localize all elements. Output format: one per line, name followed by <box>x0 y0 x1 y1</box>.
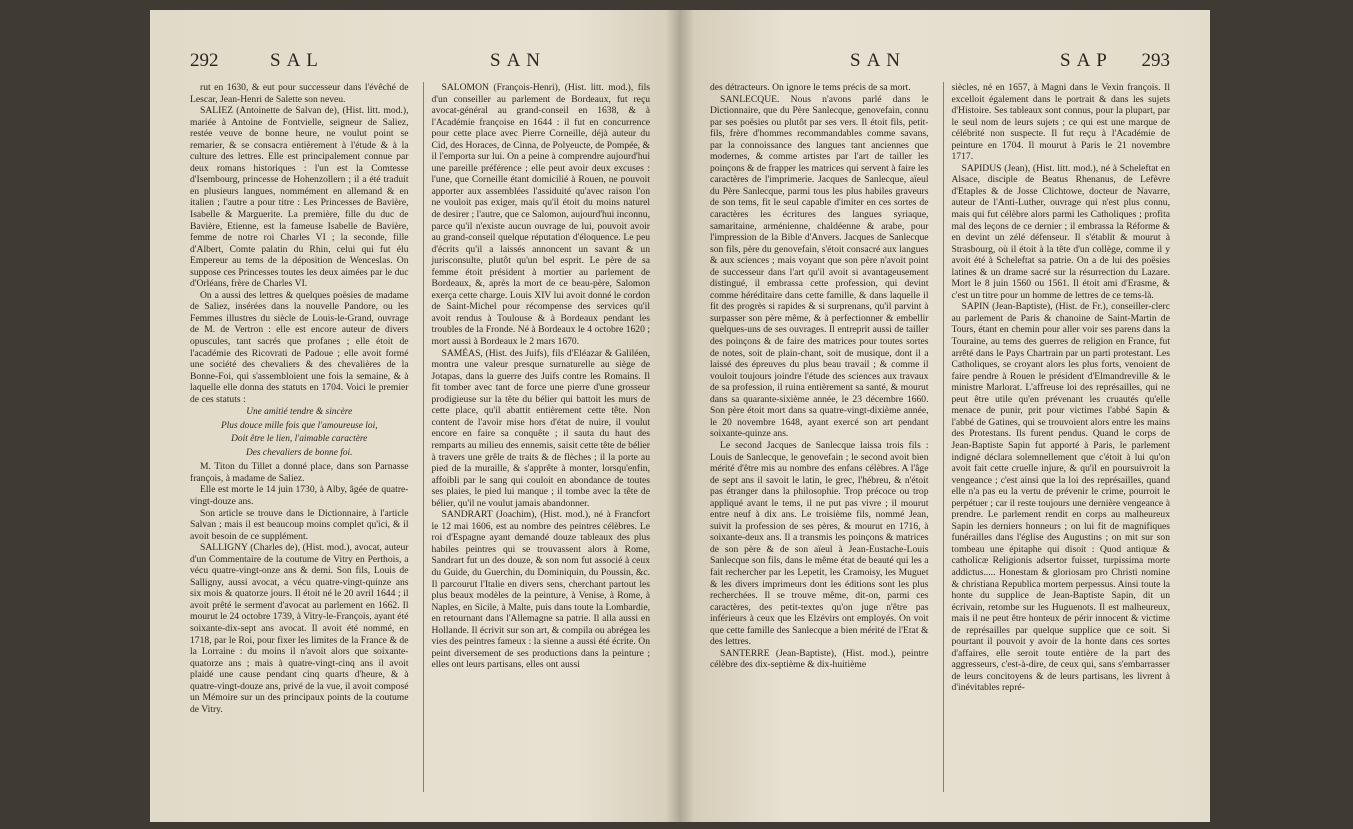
article-paragraph: M. Titon du Tillet a donné place, dans son Parnasse françois, à madame de Saliez. <box>190 461 409 484</box>
article-paragraph: Elle est morte le 14 juin 1730, à Alby, âgée de quatre-vingt-douze ans. <box>190 484 409 507</box>
running-head: SAL <box>270 50 324 71</box>
article-paragraph: rut en 1630, & eut pour successeur dans l'évêché de Lescar, Jean-Henri de Salette son neveu. <box>190 82 409 105</box>
verse-line: Doit être le lien, l'aimable caractère <box>231 434 368 445</box>
article-paragraph: SAPIDUS (Jean), (Hist. litt. mod.), né à Scheleftat en Alsace, disciple de Beatus Rhenanus, de Lefèvre d'Etaples & de Josse Clichtowe, docteur de Navarre, auteur de l'Anti-Luther, ouvrage qui n'est plus connu, mais qui fut célèbre alors parmi les Catholiques ; profita mal des leçons de ce dernier ; il embrassa la Réforme & en devint un zélé défenseur. Il s'établit & mourut à Strasbourg, où il étoit à la tête d'un collège, comme il y avoit été à Scheleftat sa patrie. On a de lui des poësies latines & un drame sacré sur la résurrection du Lazare. Mort le 8 juin 1560 ou 1561. Il étoit ami d'Erasme, & c'est un titre pour un homme de lettres de ce tems-là. <box>951 162 1170 301</box>
article-paragraph: SALLIGNY (Charles de), (Hist. mod.), avocat, auteur d'un Commentaire de la coutume de Vitry en Perthois, a vécu quatre-vingt-onze ans & demi. Son fils, Louis de Salligny, aussi avocat, a vécu quatre-vingt-quinze ans six mois & quatorze jours. Il étoit né le 20 avril 1644 ; il avoit prêté le serment d'avocat au parlement en 1662. Il mourut le 24 octobre 1739, à Vitry-le-François, ayant été soixante-dix-sept ans avocat. Il avoit été nommé, en 1718, par le Roi, pour fixer les limites de la France & de la Lorraine : du moins il n'avoit alors que soixante-quatorze ans ; mais à quatre-vingt-cinq ans il avoit plaidé une cause pendant cinq quarts d'heure, & à quatre-vingt-douze ans, privé de la vue, il avoit composé un Mémoire sur un des principaux points de la coutume de Vitry. <box>190 542 409 715</box>
verse-line: Une amitié tendre & sincère <box>246 407 353 418</box>
continued-paragraph: siècles, né en 1657, à Magni dans le Vexin françois. Il excelloit également dans le portrait & dans les sujets d'Histoire. Ses tableaux sont connus, pour la plupart, par le seul nom de leurs sujets ; ce qui est une marque de célébrité non suspecte. Il fut reçu à l'Académie de peinture en 1704. Il mourut à Paris le 21 novembre 1717. <box>951 82 1170 163</box>
left-page <box>150 10 680 822</box>
article-paragraph: SAMÉAS, (Hist. des Juifs), fils d'Eléazar & Galiléen, montra une valeur presque surnaturelle au siège de Jotapas, dans la guerre des Juifs contre les Romains. Il fit tomber avec tant de force une pierre d'une grosseur prodigieuse sur la tête du bélier qui battoit les murs de cette place, qu'il abattit entièrement cette tête. Non content de l'avoir mise hors d'état de nuire, il voulut encore en faire sa conquête ; il sauta du haut des remparts au milieu des ennemis, saisit cette tête de bélier à travers une grêle de traits & de flèches ; il la porte au pied de la muraille, & s'apprête à monter, lorsqu'enfin, affoibli par le sang qui couloit en abondance de toutes ses plaies, le pied lui manque ; il tombe avec la tête de bélier, qu'il ne voulut jamais abandonner. <box>431 347 650 509</box>
right-page <box>680 10 1210 822</box>
right-page-columns <box>710 82 1170 792</box>
article-paragraph: SANLECQUE. Nous n'avons parlé dans le Dictionnaire, que du Père Sanlecque, genovefain, connu par ses poësies ou plutôt par ses vers. Il étoit fils, petit-fils, frère d'hommes recommandables comme savans, par la connoissance des langues tant anciennes que modernes, & comme artistes par l'art de tailler les poinçons & de frapper les matrices qui servent à faire les caractères de l'imprimerie. Jacques de Sanlecque, aïeul du Père Sanlecque, parmi tous les plus habiles graveurs de son tems, fit le seul capable d'imiter en ces sortes de caractères les écritures des langues syriaque, samaritaine, arménienne, chaldéenne & arabe, pour l'impression de la Bible d'Anvers. Jacques de Sanlecque son fils, père du genovefain, s'étoit consacré aux langues & aux sciences ; mais voyant que son père n'avoit point de successeur dans l'art qu'il avoit si avantageusement distingué, il embrassa cette profession, qui devint comme héréditaire dans cette famille, & dans laquelle il fit des progrès si rapides & si surprenans, qu'il parvint à surpasser son père même, & à perfectionner & embellir quelques-uns de ses ouvrages. Il entreprit aussi de tailler des poinçons & de faire des matrices pour toutes sortes de notes, soit de plain-chant, soit de musique, dont il a laissé des épreuves du plus beau travail ; & comme il vouloit toujours joindre l'étude des sciences aux travaux de sa profession, il ruina entièrement sa santé, & mourut dans sa quarante-sixième année, le 23 décembre 1660. Son père étoit mort dans sa quatre-vingt-dixième année, le 20 novembre 1648, ayant exercé son art pendant soixante-quinze ans. <box>710 93 929 440</box>
page-number: 292 <box>190 50 219 71</box>
left-page-header <box>190 48 650 78</box>
right-page-header <box>710 48 1170 78</box>
text-column <box>710 82 929 792</box>
article-paragraph: On a aussi des lettres & quelques poësies de madame de Saliez, insérées dans la nouvelle Pandore, ou les Femmes illustres du siècle de Louis-le-Grand, ouvrage de M. de Vertron : elle est encore auteur de divers opuscules, tant sacrés que profanes ; elle étoit de l'académie des Ricovrati de Padoue ; elle avoit formé une société des chevaliers & des chevalières de la Bonne-Foi, qui s'assembloient une fois la semaine, & à laquelle elle donna des statuts en 1704. Voici le premier de ces statuts : <box>190 289 409 405</box>
article-paragraph: SAPIN (Jean-Baptiste), (Hist. de Fr.), conseiller-clerc au parlement de Paris & chanoine de Saint-Martin de Tours, étant en chemin pour aller voir ses parens dans la Touraine, au tems des guerres de religion en France, fut arrêté dans le Pays Chartrain par un parti protestant. Les Catholiques, se croyant alors les plus forts, venoient de faire pendre à Rouen le président d'Elmandreville & le ministre Marlorat. L'affreuse loi des représailles, qui ne peut être utile qu'en prévenant les cruautés qu'elle menace de punir, prit pour victimes l'abbé Sapin & l'abbé de Gatines, qui se trouvoient alors entre les mains des Protestans. Ils furent pendus. Quand le corps de Jean-Baptiste Sapin fut apporté à Paris, le parlement indigné déclara solemnellement que c'étoit à lui qu'on avoit fait cette cruelle injure, & qu'il en poursuivroit la vengeance ; c'est ainsi que la loi des représailles, quand elle n'a pas eu la vertu de prévenir le crime, pourroit le perpétuer ; car il reste toujours une dernière vengeance à prendre. Le parlement rendit en corps au malheureux Sapin les derniers honneurs ; on lui fit de magnifiques funérailles dans l'église des Augustins ; on mit sur son tombeau une épitaphe qui disoit : Quod antiquæ & catholicæ Religionis adsertor fuisset, turpissima morte addictus..... Honestam & gloriosam pro Christi nomine & christiana Republica mortem perpessus. Ainsi toute la honte du supplice de Jean-Baptiste Sapin, dit un écrivain, retombe sur les Huguenots. Il est malheureux, mais il ne peut être honteux de périr innocent & victime de représailles par quelque supplice que ce soit. Si pourtant il pouvoit y avoir de la honte dans ces sortes d'affaires, elle seroit toute entière de la part des aggresseurs, c'est-à-dire, de ceux qui, sans s'embarrasser de leurs concitoyens & de leurs partisans, les livrent à d'inévitables repré- <box>951 301 1170 694</box>
text-column <box>943 82 1171 792</box>
left-page-columns <box>190 82 650 792</box>
verse-line: Des chevaliers de bonne foi. <box>246 447 353 458</box>
article-paragraph: Son article se trouve dans le Dictionnaire, à l'article Salvan ; mais il est beaucoup moins complet qu'ici, & il avoit besoin de ce supplément. <box>190 507 409 542</box>
verse-line: Plus douce mille fois que l'amoureuse loi, <box>220 420 378 431</box>
continued-paragraph: des détracteurs. On ignore le tems précis de sa mort. <box>710 82 911 93</box>
article-paragraph: SANDRART (Joachim), (Hist. mod.), né à Francfort le 12 mai 1606, est au nombre des peintres célèbres. Le roi d'Espagne ayant demandé douze tableaux des plus habiles peintres qui se trouvassent alors à Rome, Sandrart fut un des douze, & son nom fut associé à ceux du Guide, du Guerchin, du Dominiquin, du Poussin, &c. Il parcourut l'Italie en divers sens, cherchant partout les plus beaux modèles de la peinture, à Venise, à Rome, à Naples, en Sicile, à Malte, puis dans toute la Lombardie, en retournant dans l'Allemagne sa patrie. Il alla aussi en Hollande. Il écrivit sur son art, & compila ou abrégea les vies des peintres fameux : la sienne a aussi été écrite. On peint diversement de ses productions dans la peinture ; elles ont leurs partisans, elles ont aussi <box>431 509 650 671</box>
article-paragraph: SALOMON (François-Henri), (Hist. litt. mod.), fils d'un conseiller au parlement de Bordeaux, fut reçu avocat-général au grand-conseil en 1638, & à l'Académie françoise en 1644 : il fut en concurrence pour cette place avec Pierre Corneille, déjà auteur du Cid, des Horaces, de Cinna, de Polyeucte, de Pompée, & il l'emporta sur lui. On a peine à comprendre aujourd'hui une pareille préférence ; elle peut avoir deux excuses : l'une, que Corneille étant domicilié à Rouen, ne pouvoit apporter aux assemblées l'assiduité qu'avec raison l'on ne vouloit pas exiger, mais qu'il étoit du moins naturel de desirer ; l'autre, que ce Salomon, aujourd'hui inconnu, parce qu'il n'existe aucun ouvrage de lui, pouvoit avoir au grand-conseil quelque réputation d'éloquence. Le peu d'écrits qu'il a laissés annoncent un savant & un jurisconsulte, plutôt qu'un bel esprit. Le père de sa femme étoit président à mortier au parlement de Bordeaux, &, après la mort de ce beau-père, Salomon exerça cette charge. Louis XIV lui avoit donné le cordon de Saint-Michel pour récompense des services qu'il avoit rendus à Toulouse & à Bordeaux pendant les troubles de la Fronde. Né à Bordeaux le 4 octobre 1620 ; mort aussi à Bordeaux le 2 mars 1670. <box>431 82 650 348</box>
book-spread <box>150 10 1210 822</box>
text-column <box>190 82 409 792</box>
article-paragraph: SANTERRE (Jean-Baptiste), (Hist. mod.), peintre célèbre des dix-septième & dix-huitième <box>710 647 929 671</box>
page-number: 293 <box>1141 50 1170 71</box>
running-head: SAN <box>850 50 907 71</box>
text-column <box>423 82 651 792</box>
running-head: SAP <box>1060 50 1113 71</box>
article-paragraph: SALIEZ (Antoinette de Salvan de), (Hist. litt. mod.), mariée à Antoine de Fontvielle, seigneur de Saliez, restée veuve de bonne heure, ne voulut point se remarier, & se consacra entièrement à l'étude & à la culture des lettres. Elle est principalement connue par deux romans historiques : l'un est la Comtesse d'Isembourg, princesse de Hohenzollern ; il a été traduit en plusieurs langues, nommément en allemand & en italien ; l'autre a pour titre : Les Princesses de Bavière, Isabelle & Marguerite. La première, fille du duc de Bavière, Etienne, est la fameuse Isabelle de Bavière, femme de notre roi Charles VI ; la seconde, fille d'Albert, Comte palatin du Rhin, celui qui fut élu Empereur au tems de la déposition de Wenceslas. On suppose ces Princesses toutes les deux aimées par le duc d'Orléans, frère de Charles VI. <box>190 105 409 290</box>
article-paragraph: Le second Jacques de Sanlecque laissa trois fils : Louis de Sanlecque, le genovefain ; le second avoit bien mérité d'être mis au nombre des enfans célèbres. A l'âge de sept ans il savoit le latin, le grec, l'hébreu, & n'étoit pas étranger dans la philosophie. Trop précoce ou trop appliqué avant le tems, il ne put pas vivre ; il mourut entre neuf à dix ans. Le troisième fils, nommé Jean, suivit la profession de ses pères, & mourut en 1716, à soixante-deux ans. Il a transmis les poinçons & matrices de son père & de son aïeul à Jean-Eustache-Louis Sanlecque son fils, dans le même état de beauté qui les a fait rechercher par les Lepetit, les Cramoisy, les Muguet & les divers imprimeurs dont les éditions sont les plus recherchées. Il se trouve même, dit-on, parmi ces caractères, des petit-textes qu'on juge n'être pas inférieurs à ceux que les Elzévirs ont employés. On voit que cette famille des Sanlecque a bien mérité de l'Etat & des lettres. <box>710 439 929 648</box>
running-head: SAN <box>490 50 547 71</box>
